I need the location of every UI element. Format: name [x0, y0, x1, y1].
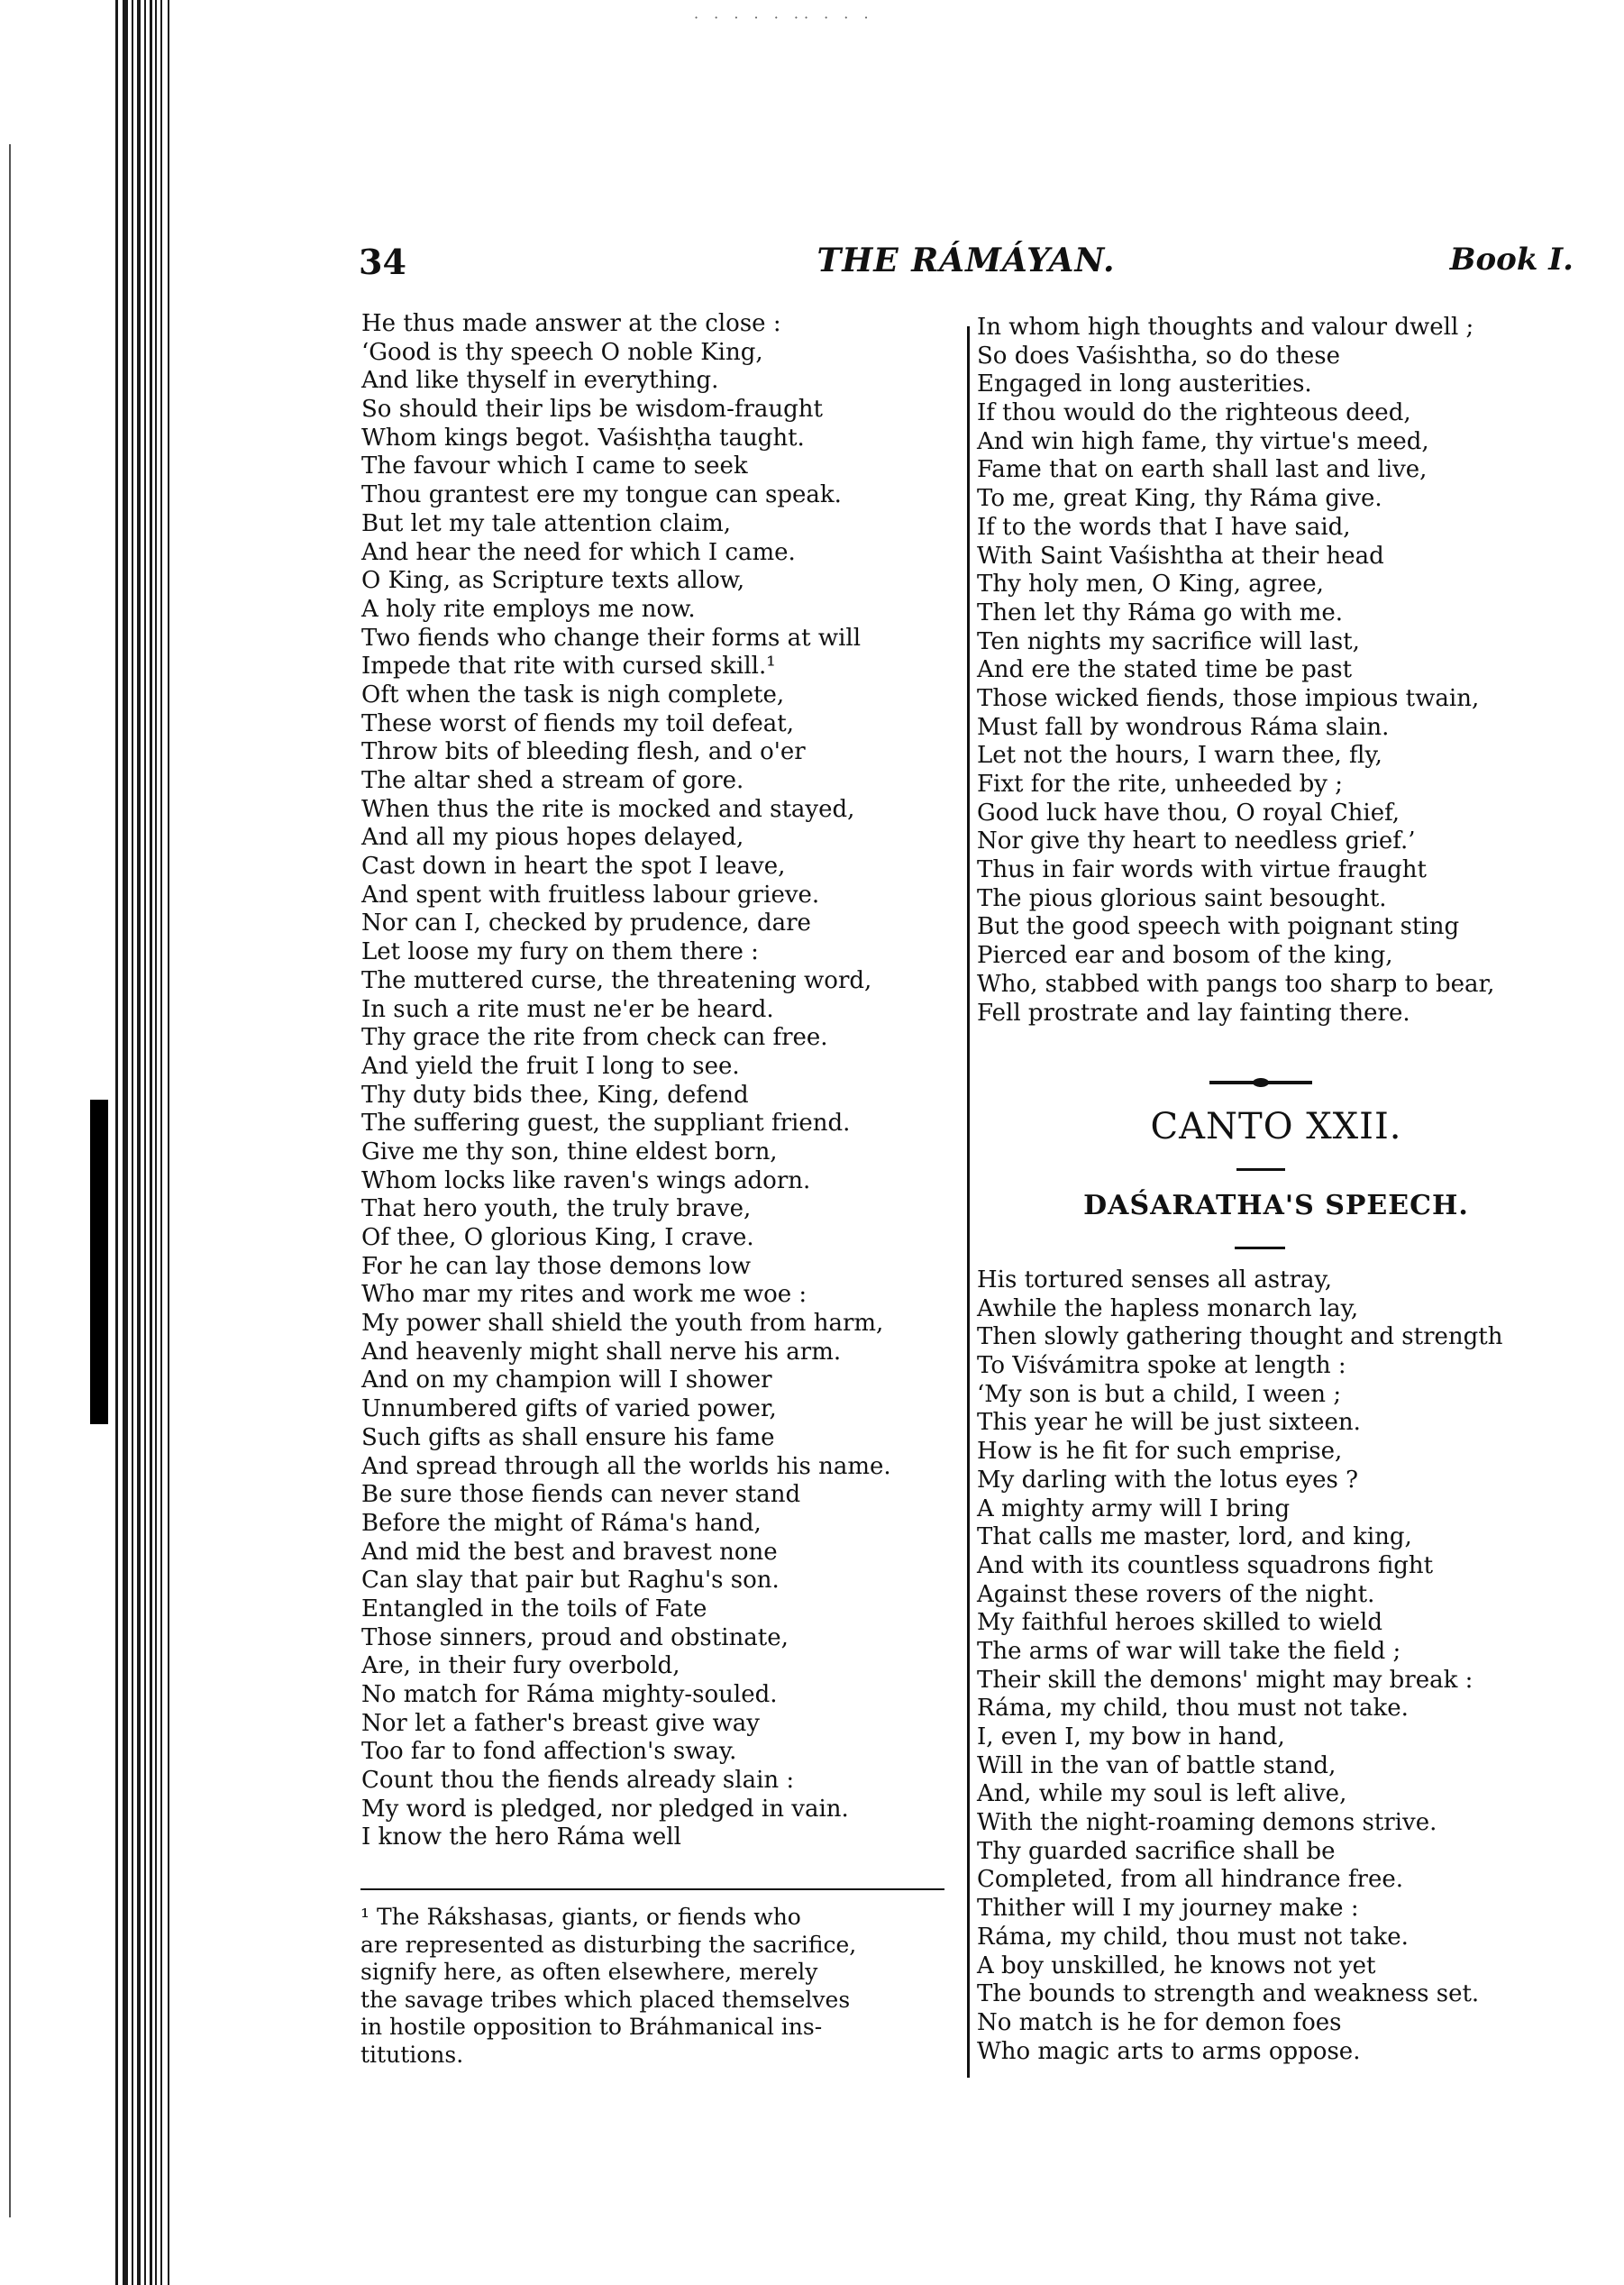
verse-line: I know the hero Ráma well: [361, 1823, 681, 1851]
verse-line: Ráma, my child, thou must not take.: [977, 1923, 1409, 1951]
verse-line: Ten nights my sacrifice will last,: [977, 627, 1360, 655]
verse-line: Impede that rite with cursed skill.¹: [361, 653, 776, 681]
verse-line: My word is pledged, nor pledged in vain.: [361, 1795, 849, 1823]
right-column-top: [977, 314, 1494, 1028]
verse-line: Can slay that pair but Raghu's son.: [361, 1567, 780, 1595]
verse-line: And yield the fruit I long to see.: [361, 1052, 740, 1080]
verse-line: Be sure those fiends can never stand: [361, 1481, 801, 1509]
running-title: THE RÁMÁYAN.: [817, 242, 1116, 279]
verse-line: Pierced ear and bosom of the king,: [977, 942, 1393, 970]
verse-line: These worst of fiends my toil defeat,: [361, 709, 794, 737]
verse-line: So should their lips be wisdom-fraught: [361, 396, 823, 424]
verse-line: Let loose my fury on them there :: [361, 938, 759, 966]
book-gutter: [0, 0, 180, 2285]
verse-line: Fell prostrate and lay fainting there.: [977, 999, 1410, 1027]
verse-line: And with its countless squadrons fight: [977, 1551, 1434, 1579]
verse-line: The arms of war will take the field ;: [977, 1637, 1401, 1665]
verse-line: Thy holy men, O King, agree,: [977, 571, 1324, 599]
verse-line: Those wicked fiends, those impious twain,: [977, 684, 1480, 712]
verse-line: Give me thy son, thine eldest born,: [361, 1138, 778, 1165]
verse-line: Entangled in the toils of Fate: [361, 1595, 707, 1622]
verse-line: And heavenly might shall nerve his arm.: [361, 1338, 842, 1366]
verse-line: A mighty army will I bring: [977, 1494, 1291, 1522]
verse-line: Then slowly gathering thought and strength: [977, 1323, 1503, 1351]
verse-line: Let not the hours, I warn thee, fly,: [977, 742, 1382, 770]
verse-line: O King, as Scripture texts allow,: [361, 567, 745, 595]
verse-line: The bounds to strength and weakness set.: [977, 1980, 1480, 2008]
verse-line: But the good speech with poignant sting: [977, 913, 1460, 941]
verse-line: To me, great King, thy Ráma give.: [977, 485, 1382, 513]
verse-line: Whom locks like raven's wings adorn.: [361, 1166, 811, 1194]
verse-line: A holy rite employs me now.: [361, 595, 696, 623]
verse-line: Good luck have thou, O royal Chief,: [977, 799, 1400, 827]
verse-line: in hostile opposition to Bráhmanical ins-: [360, 2014, 823, 2041]
verse-line: That calls me master, lord, and king,: [977, 1523, 1412, 1551]
verse-line: In whom high thoughts and valour dwell ;: [977, 314, 1474, 341]
verse-line: Too far to fond affection's sway.: [361, 1738, 737, 1766]
verse-line: Are, in their fury overbold,: [361, 1652, 680, 1680]
verse-line: are represented as disturbing the sacrifice,: [360, 1931, 857, 1958]
verse-line: So does Vaśishtha, so do these: [977, 342, 1341, 370]
verse-line: Fixt for the rite, unheeded by ;: [977, 771, 1343, 798]
verse-line: That hero youth, the truly brave,: [361, 1195, 752, 1223]
verse-line: And hear the need for which I came.: [361, 538, 796, 566]
verse-line: Must fall by wondrous Ráma slain.: [977, 713, 1390, 741]
verse-line: Then let thy Ráma go with me.: [977, 599, 1344, 626]
verse-line: This year he will be just sixteen.: [977, 1409, 1361, 1437]
verse-line: Thus in fair words with virtue fraught: [977, 856, 1427, 884]
verse-line: Of thee, O glorious King, I crave.: [361, 1224, 754, 1251]
verse-line: Nor give thy heart to needless grief.’: [977, 827, 1416, 855]
verse-line: Fame that on earth shall last and live,: [977, 456, 1428, 484]
left-column: [361, 310, 891, 1852]
verse-line: Will in the van of battle stand,: [977, 1751, 1337, 1779]
verse-line: In such a rite must ne'er be heard.: [361, 995, 774, 1023]
verse-line: ‘My son is but a child, I ween ;: [977, 1380, 1342, 1408]
title-dash: [1236, 1168, 1285, 1171]
verse-line: The favour which I came to seek: [361, 452, 748, 480]
verse-line: Thou grantest ere my tongue can speak.: [361, 481, 842, 509]
verse-line: Who magic arts to arms oppose.: [977, 2037, 1361, 2065]
verse-line: And all my pious hopes delayed,: [361, 824, 744, 852]
verse-line: The altar shed a stream of gore.: [361, 767, 744, 794]
verse-line: And spread through all the worlds his name.: [361, 1452, 891, 1480]
book-label: Book I.: [1449, 242, 1574, 278]
verse-line: To Viśvámitra spoke at length :: [977, 1352, 1346, 1380]
verse-line: Thy guarded sacrifice shall be: [977, 1837, 1336, 1865]
verse-line: Who mar my rites and work me woe :: [361, 1281, 807, 1309]
section-ornament: [1209, 1078, 1312, 1087]
verse-line: Such gifts as shall ensure his fame: [361, 1423, 775, 1451]
verse-line: Oft when the task is nigh complete,: [361, 681, 785, 708]
verse-line: Those sinners, proud and obstinate,: [361, 1623, 789, 1651]
verse-line: Awhile the hapless monarch lay,: [977, 1294, 1359, 1322]
verse-line: Throw bits of bleeding flesh, and o'er: [361, 738, 806, 766]
verse-line: Before the might of Ráma's hand,: [361, 1509, 762, 1537]
verse-line: My darling with the lotus eyes ?: [977, 1466, 1359, 1494]
page-number: 34: [359, 242, 406, 282]
verse-line: ¹ The Rákshasas, giants, or fiends who: [360, 1904, 801, 1930]
verse-line: He thus made answer at the close :: [361, 310, 781, 337]
footnote-rule: [360, 1888, 944, 1890]
verse-line: With Saint Vaśishtha at their head: [977, 542, 1384, 570]
verse-line: With the night-roaming demons strive.: [977, 1809, 1437, 1837]
verse-line: Completed, from all hindrance free.: [977, 1866, 1404, 1894]
canto-title: CANTO XXII.: [1150, 1106, 1402, 1147]
verse-line: And ere the stated time be past: [977, 656, 1353, 684]
verse-line: No match is he for demon foes: [977, 2008, 1342, 2036]
verse-line: The suffering guest, the suppliant friend.: [361, 1110, 851, 1138]
right-column-bottom: [977, 1266, 1502, 2066]
verse-line: If thou would do the righteous deed,: [977, 399, 1411, 427]
verse-line: Thither will I my journey make :: [977, 1895, 1359, 1923]
verse-line: titutions.: [360, 2041, 464, 2068]
verse-line: Thy duty bids thee, King, defend: [361, 1081, 749, 1109]
verse-line: signify here, as often elsewhere, merely: [360, 1959, 818, 1986]
verse-line: A boy unskilled, he knows not yet: [977, 1951, 1376, 1979]
verse-line: How is he fit for such emprise,: [977, 1438, 1343, 1466]
verse-line: And spent with fruitless labour grieve.: [361, 881, 820, 909]
verse-line: Against these rovers of the night.: [977, 1580, 1375, 1608]
verse-line: the savage tribes which placed themselves: [360, 1986, 851, 2013]
subtitle-dash: [1235, 1247, 1285, 1249]
verse-line: And win high fame, thy virtue's meed,: [977, 427, 1429, 455]
verse-line: And like thyself in everything.: [361, 367, 719, 395]
verse-line: Thy grace the rite from check can free.: [361, 1024, 828, 1052]
verse-line: Engaged in long austerities.: [977, 370, 1312, 398]
verse-line: Nor let a father's breast give way: [361, 1709, 760, 1737]
verse-line: Cast down in heart the spot I leave,: [361, 853, 786, 881]
verse-line: ‘Good is thy speech O noble King,: [361, 338, 763, 366]
verse-line: If to the words that I have said,: [977, 513, 1351, 541]
verse-line: Whom kings begot. Vaśishṭha taught.: [361, 424, 805, 452]
verse-line: And, while my soul is left alive,: [977, 1780, 1347, 1808]
verse-line: The muttered curse, the threatening word,: [361, 966, 872, 994]
footnote: [360, 1904, 856, 2070]
running-header: [359, 242, 1574, 285]
scan-marks: · · · · · ·· · · ·: [694, 9, 874, 26]
verse-line: Two fiends who change their forms at will: [361, 624, 862, 652]
verse-line: My power shall shield the youth from harm,: [361, 1310, 884, 1338]
verse-line: No match for Ráma mighty-souled.: [361, 1681, 778, 1708]
verse-line: Who, stabbed with pangs too sharp to bear,: [977, 970, 1495, 998]
verse-line: Unnumbered gifts of varied power,: [361, 1395, 777, 1423]
verse-line: Count thou the fiends already slain :: [361, 1767, 795, 1795]
verse-line: When thus the rite is mocked and stayed,: [361, 795, 855, 823]
verse-line: Ráma, my child, thou must not take.: [977, 1695, 1409, 1723]
verse-line: And on my champion will I shower: [361, 1366, 772, 1394]
verse-line: Nor can I, checked by prudence, dare: [361, 909, 811, 937]
verse-line: The pious glorious saint besought.: [977, 884, 1387, 912]
verse-line: His tortured senses all astray,: [977, 1266, 1332, 1293]
verse-line: I, even I, my bow in hand,: [977, 1723, 1285, 1750]
verse-line: Their skill the demons' might may break :: [977, 1666, 1473, 1694]
verse-line: My faithful heroes skilled to wield: [977, 1609, 1382, 1637]
verse-line: But let my tale attention claim,: [361, 509, 732, 537]
canto-subtitle: DAŚARATHA'S SPEECH.: [1083, 1190, 1469, 1221]
verse-line: For he can lay those demons low: [361, 1252, 751, 1280]
verse-line: And mid the best and bravest none: [361, 1538, 778, 1566]
